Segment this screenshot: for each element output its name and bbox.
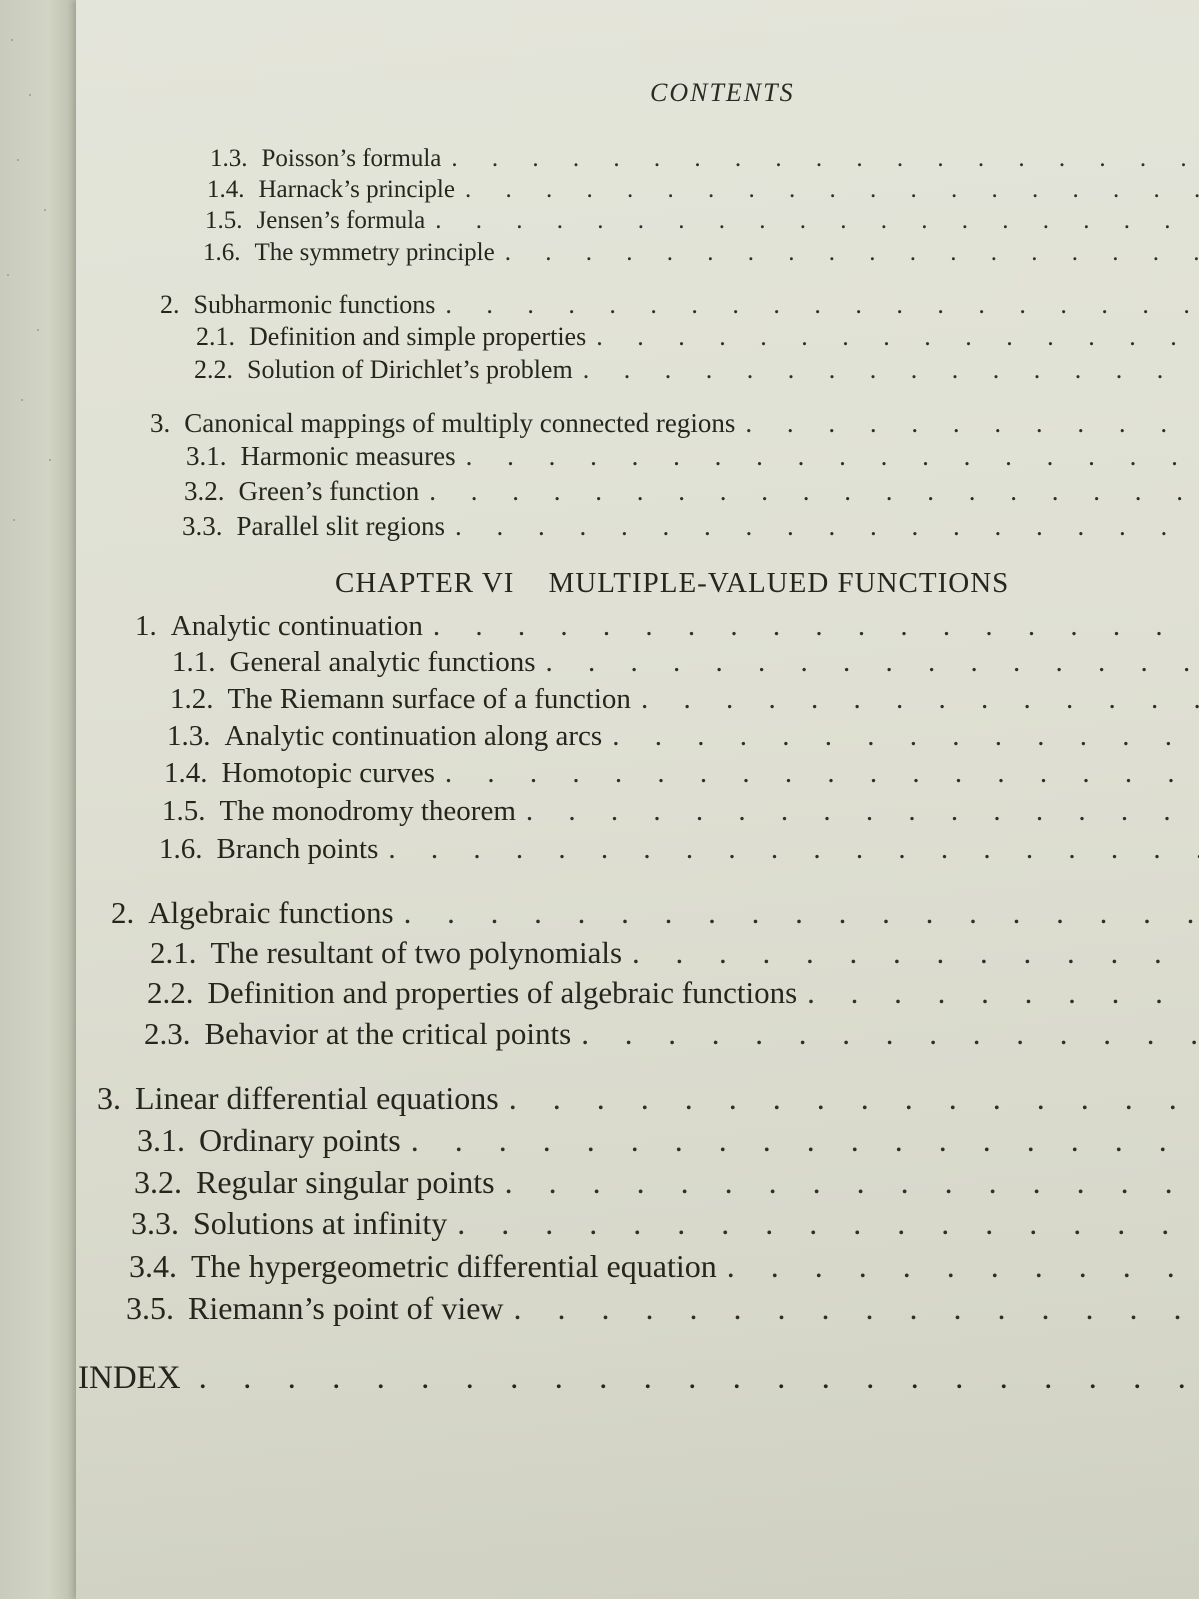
chapter-number: CHAPTER VI — [335, 567, 515, 599]
dot-leader — [445, 757, 1199, 790]
toc-entry — [135, 610, 1199, 650]
dot-leader — [745, 408, 1199, 439]
index-entry — [78, 1360, 1199, 1397]
toc-entry — [147, 975, 1199, 1015]
entry-number: 3.3. — [131, 1205, 179, 1241]
toc-entry — [159, 833, 1199, 873]
dot-leader — [457, 1205, 1199, 1242]
dot-leader — [429, 476, 1199, 507]
dot-leader — [632, 935, 1199, 971]
entry-number: 1.5. — [162, 795, 206, 827]
entry-number: 3.4. — [129, 1248, 177, 1284]
toc-entry — [111, 895, 1199, 935]
chapter-title: MULTIPLE-VALUED FUNCTIONS — [548, 567, 1010, 599]
dot-leader — [526, 795, 1199, 828]
toc-entry — [167, 720, 1199, 760]
dot-leader — [641, 683, 1199, 716]
entry-number: 1.5. — [205, 207, 243, 234]
entry-title: The monodromy theorem — [219, 795, 516, 827]
entry-number: 3.3. — [182, 511, 223, 541]
entry-title: Ordinary points — [199, 1122, 401, 1158]
entry-number: 1.3. — [167, 720, 211, 752]
entry-title: Solutions at infinity — [193, 1205, 448, 1241]
entry-title: Homotopic curves — [221, 757, 435, 789]
toc-entry — [144, 1016, 1199, 1056]
dot-leader — [727, 1248, 1199, 1285]
dot-leader — [505, 1164, 1199, 1201]
chapter-heading — [335, 567, 1009, 600]
toc-entry — [172, 646, 1199, 686]
dot-leader — [581, 1016, 1199, 1052]
running-head: CONTENTS — [650, 78, 795, 107]
entry-number: 1.4. — [207, 176, 245, 203]
toc-entry — [186, 441, 1199, 481]
entry-title: General analytic functions — [229, 646, 536, 678]
toc-entry — [131, 1205, 1199, 1245]
entry-number: 2.3. — [144, 1016, 191, 1051]
dot-leader — [505, 239, 1199, 267]
entry-title: The hypergeometric differential equation — [191, 1248, 717, 1284]
entry-number: 3. — [150, 408, 171, 438]
toc-entry — [182, 511, 1199, 551]
entry-title: The resultant of two polynomials — [210, 935, 623, 970]
entry-number: 3. — [97, 1080, 121, 1116]
dot-leader — [433, 610, 1199, 643]
dot-leader — [509, 1080, 1199, 1117]
entry-number: 1.1. — [172, 646, 216, 678]
toc-entry — [170, 683, 1199, 723]
entry-number: 3.2. — [184, 476, 225, 506]
dot-leader — [411, 1122, 1199, 1159]
toc-entry — [134, 1164, 1199, 1204]
entry-number: 3.1. — [186, 441, 227, 471]
entry-title: Canonical mappings of multiply connected regions — [184, 408, 736, 438]
entry-title: Analytic continuation — [170, 610, 423, 642]
entry-number: 2.1. — [150, 935, 197, 970]
entry-title: Riemann’s point of view — [188, 1290, 504, 1326]
paper-specks — [0, 0, 70, 600]
entry-number: 3.1. — [137, 1122, 185, 1158]
entry-number: 2.1. — [196, 322, 235, 351]
dot-leader — [546, 646, 1199, 679]
entry-title: Green’s function — [238, 476, 420, 506]
entry-number: 2. — [160, 290, 180, 319]
entry-number: 1.4. — [164, 757, 208, 789]
entry-title: Linear differential equations — [135, 1080, 499, 1116]
entry-title: Parallel slit regions — [236, 511, 445, 541]
toc-entry — [129, 1248, 1199, 1288]
index-label: INDEX — [78, 1360, 181, 1396]
toc-entry — [194, 355, 1199, 395]
dot-leader — [466, 441, 1199, 472]
entry-title: Behavior at the critical points — [204, 1016, 572, 1051]
entry-title: Definition and simple properties — [249, 322, 587, 351]
dot-leader — [465, 176, 1199, 204]
entry-number: 1.6. — [159, 833, 203, 865]
entry-title: Harnack’s principle — [258, 176, 455, 203]
entry-title: Poisson’s formula — [261, 145, 442, 172]
entry-number: 1. — [135, 610, 157, 642]
toc-entry — [137, 1122, 1199, 1162]
entry-title: Branch points — [216, 833, 379, 865]
entry-number: 3.5. — [126, 1290, 174, 1326]
entry-number: 2.2. — [194, 355, 233, 384]
entry-number: 1.3. — [210, 145, 248, 172]
toc-entry — [126, 1290, 1199, 1330]
toc-entry — [150, 935, 1199, 975]
toc-entry — [97, 1080, 1199, 1120]
dot-leader — [388, 833, 1199, 866]
dot-leader — [612, 720, 1199, 753]
dot-leader — [451, 145, 1199, 173]
entry-number: 3.2. — [134, 1164, 182, 1200]
entry-number: 1.2. — [170, 683, 214, 715]
entry-number: 2. — [111, 895, 135, 930]
entry-title: Definition and properties of algebraic functions — [207, 975, 798, 1010]
toc-entry — [203, 239, 1199, 279]
dot-leader — [199, 1360, 1199, 1397]
entry-title: Subharmonic functions — [193, 290, 436, 319]
entry-title: Analytic continuation along arcs — [224, 720, 603, 752]
dot-leader — [404, 895, 1199, 931]
dot-leader — [583, 355, 1199, 385]
dot-leader — [596, 322, 1199, 352]
facing-page-edge — [0, 0, 80, 1599]
entry-title: Solution of Dirichlet’s problem — [247, 355, 573, 384]
dot-leader — [514, 1290, 1199, 1327]
entry-title: Regular singular points — [196, 1164, 495, 1200]
dot-leader — [807, 975, 1199, 1011]
entry-number: 2.2. — [147, 975, 194, 1010]
toc-entry — [162, 795, 1199, 835]
dot-leader — [435, 207, 1199, 235]
entry-number: 1.6. — [203, 239, 241, 266]
entry-title: Jensen’s formula — [256, 207, 426, 234]
dot-leader — [445, 290, 1199, 320]
entry-title: Harmonic measures — [240, 441, 456, 471]
entry-title: The Riemann surface of a function — [227, 683, 631, 715]
entry-title: The symmetry principle — [254, 239, 495, 266]
toc-entry — [184, 476, 1199, 516]
toc-entry — [164, 757, 1199, 797]
dot-leader — [455, 511, 1199, 542]
entry-title: Algebraic functions — [148, 895, 394, 930]
